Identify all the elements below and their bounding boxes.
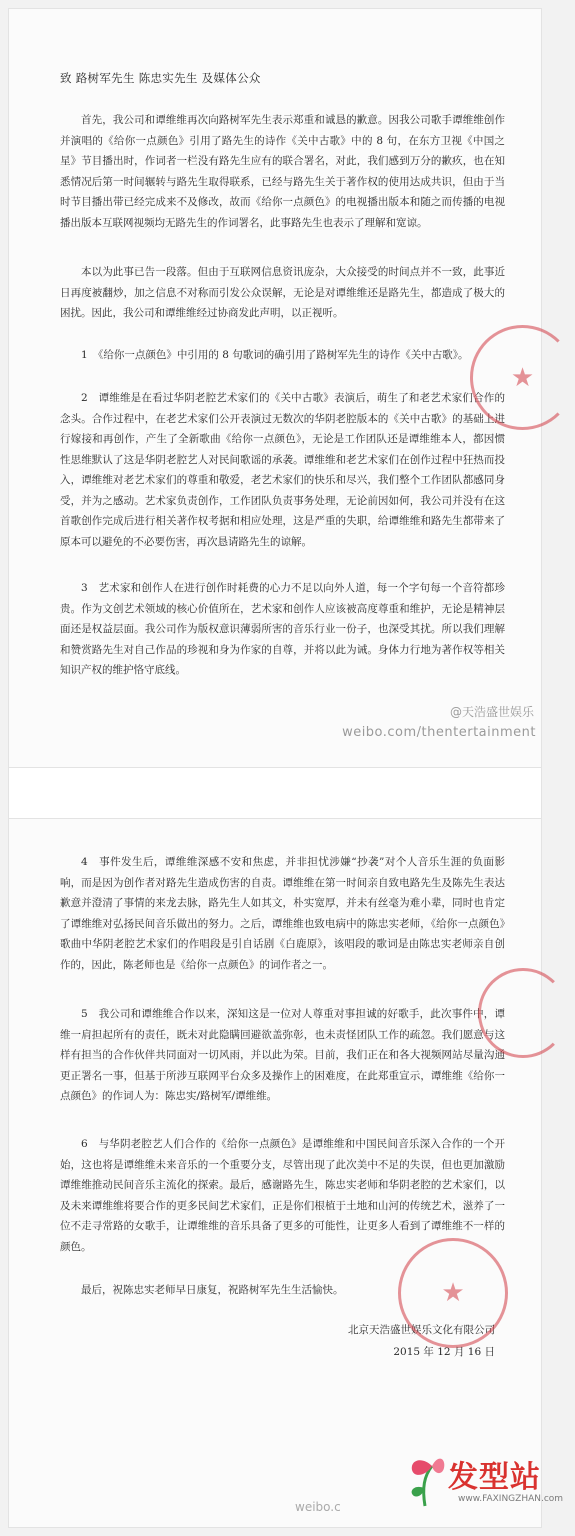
- page-gap: [8, 768, 542, 818]
- company-seal-stamp-edge: [478, 968, 568, 1058]
- paragraph-intro: 首先，我公司和谭维维再次向路树军先生表示郑重和诚恳的歉意。因我公司歌手谭维维创作并演唱的《给你一点颜色》引用了路先生的诗作《关中古歌》中的 8 句，在东方卫视《中国之星》节目播出时，作词者一栏没有路先生应有的联合署名，对此，我们感到万分的歉疚，也在知悉情况后第一时间辗转与路先生取得联系，已经与路先生关于著作权的使用达成共识，但由于当时节目播出带已经完成来不及修改，故而《给你一点颜色》的电视播出版本和随之而传播的电视播出版本互联网视频均无路先生的作词署名，此事路先生也表示了理解和宽谅。: [60, 114, 505, 229]
- seal-star-icon: ★: [441, 1278, 465, 1308]
- weibo-bottom-watermark: weibo.c: [295, 1500, 341, 1514]
- paragraph-point-4: 4 事件发生后，谭维维深感不安和焦虑，并非担忧涉嫌“抄袭”对个人音乐生涯的负面影响，而是因为创作者对路先生造成伤害的自责。谭维维在第一时间亲自致电路先生及陈先生表达歉意并澄清了事情的来龙去脉，路先生人如其文，朴实宽厚，并未有丝毫为难小辈，同时也肯定了谭维维对弘扬民间音乐做出的努力。之后，谭维维也致电病中的陈忠实老师，《给你一点颜色》歌曲中华阴老腔艺术家们的作唱段是引自话剧《白鹿原》，该唱段的歌词是由陈忠实老师亲自创作的，因此，陈老师也是《给你一点颜色》的词作者之一。: [60, 856, 505, 971]
- paragraph-point-1: 1 《给你一点颜色》中引用的 8 句歌词的确引用了路树军先生的诗作《关中古歌》。: [81, 349, 469, 361]
- paragraph-point-6: 6 与华阴老腔艺人们合作的《给你一点颜色》是谭维维和中国民间音乐深入合作的一个开始，这也将是谭维维未来音乐的一个重要分支，尽管出现了此次美中不足的失误，但也更加激励谭维维推动民间音乐主流化的探索。最后，感谢路先生，陈忠实老师和华阴老腔的艺术家们，以及未来谭维维将要合作的更多民间艺术家们，正是你们根植于土地和山河的传统艺术，滋养了一位不走寻常路的女歌手，让谭维维的音乐具备了更多的可能性，让更多人看到了谭维维不一样的颜色。: [60, 1138, 505, 1253]
- seal-star-icon: ★: [510, 362, 535, 393]
- company-seal-stamp-signature: [398, 1238, 508, 1348]
- company-seal-stamp: [470, 325, 575, 430]
- letter-salutation: 致 路树军先生 陈忠实先生 及媒体公众: [60, 71, 261, 85]
- signature-date: 2015 年 12 月 16 日: [393, 1346, 495, 1358]
- signature-company: 北京天浩盛世娱乐文化有限公司: [348, 1324, 495, 1336]
- flower-logo-icon: [402, 1448, 448, 1508]
- weibo-handle-watermark: @天浩盛世娱乐: [449, 705, 534, 719]
- paragraph-point-5: 5 我公司和谭维维合作以来，深知这是一位对人尊重对事担诚的好歌手，此次事件中，谭维一肩担起所有的责任，既未对此隐瞒回避欲盖弥彰，也未责怪团队工作的疏忽。我们愿意与这样有担当的合作伙伴共同面对一切风雨，并以此为荣。目前，我们正在和各大视频网站尽量沟通更正署名一事，但基于所涉互联网平台众多及操作上的困难度，在此郑重宣示，谭维维《给你一点颜色》的作词人为：陈忠实/路树军/谭维维。: [60, 1008, 505, 1102]
- brand-logo-text: 发型站: [448, 1460, 541, 1495]
- paragraph-closing: 最后，祝陈忠实老师早日康复，祝路树军先生生活愉快。: [81, 1284, 344, 1296]
- paragraph-point-2: 2 谭维维是在看过华阴老腔艺术家们的《关中古歌》表演后，萌生了和老艺术家们合作的念头。合作过程中，在老艺术家们公开表演过无数次的华阴老腔版本的《关中古歌》的基础上进行嫁接和再创作，产生了全新歌曲《给你一点颜色》，无论是工作团队还是谭维维本人，都因惯性思维默认了这是华阴老腔艺人对民间歌谣的承袭。谭维维和老艺术家们在创作过程中狂热而投入，谭维维对老艺术家们的尊重和敬爱，老艺术家们的快乐和尽兴，我们整个工作团队都感同身受，并为之感动。艺术家负责创作，工作团队负责事务处理，无论前因如何，我公司并没有在这首歌创作完成后进行相关著作权考据和相应处理，这是严重的失职，给谭维维和路先生都带来了原本可以避免的不必要伤害，再次恳请路先生的谅解。: [60, 392, 505, 548]
- paragraph-context: 本以为此事已告一段落。但由于互联网信息资讯庞杂，大众接受的时间点并不一致，此事近日再度被翻炒，加之信息不对称而引发公众误解，无论是对谭维维还是路先生，都造成了极大的困扰。因此，我公司和谭维维经过协商发此声明，以正视听。: [60, 266, 505, 319]
- weibo-url-watermark: weibo.com/thentertainment: [342, 725, 536, 740]
- brand-url: www.FAXINGZHAN.com: [458, 1494, 564, 1504]
- paragraph-point-3: 3 艺术家和创作人在进行创作时耗费的心力不足以向外人道，每一个字句每一个音符都珍贵。作为文创艺术领域的核心价值所在，艺术家和创作人应该被高度尊重和维护，无论是精神层面还是权益层面。我公司作为版权意识薄弱所害的音乐行业一份子，也深受其扰。所以我们理解和赞赏路先生对自己作品的珍视和身为作家的自尊，并将以此为诫。身体力行地为著作权等相关知识产权的维护恪守底线。: [60, 582, 505, 676]
